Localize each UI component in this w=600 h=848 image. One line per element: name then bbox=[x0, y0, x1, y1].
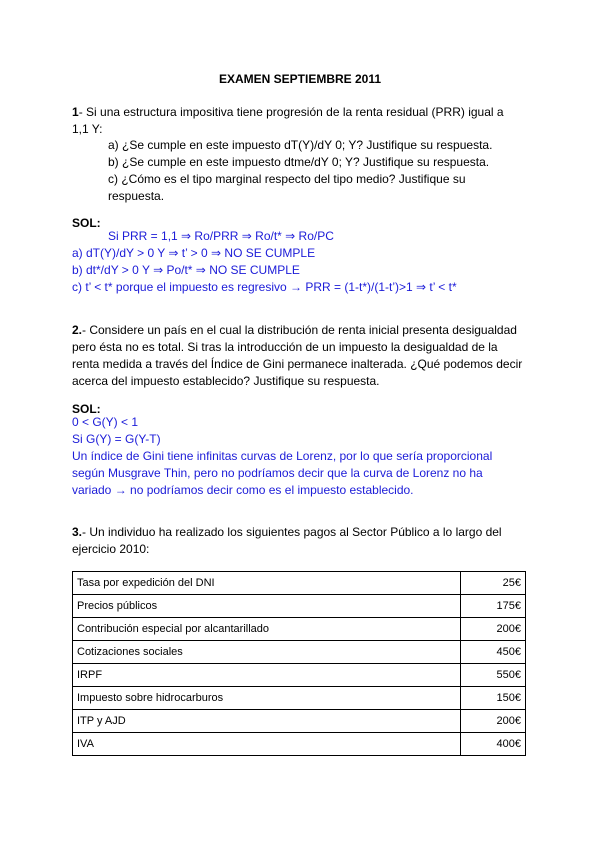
solution-lines bbox=[72, 245, 542, 296]
solution-label: SOL: bbox=[72, 402, 101, 416]
table-row bbox=[73, 618, 526, 641]
solution-line: Si G(Y) = G(Y-T) bbox=[72, 432, 161, 446]
solution-line: c) t’ < t* porque el impuesto es regresivo → PRR = (1-t*)/(1-t’)>1 ⇒ t’ < t* bbox=[72, 280, 457, 294]
amount-cell: 200€ bbox=[461, 710, 526, 733]
amount-cell: 175€ bbox=[461, 595, 526, 618]
question-2-number: 2. bbox=[72, 323, 83, 337]
question-2-text-line: - Considere un país en el cual la distribución de renta inicial presenta desigualdad bbox=[82, 323, 517, 337]
solution-line: según Musgrave Thin, pero no podríamos decir que la curva de Lorenz no ha bbox=[72, 466, 483, 480]
question-1-number: 1 bbox=[72, 105, 79, 119]
table-row bbox=[73, 595, 526, 618]
question-2-text-line: pero ésta no es total. Si tras la introducción de un impuesto la desigualdad de la bbox=[72, 340, 498, 354]
table-row bbox=[73, 572, 526, 595]
concept-cell: Tasa por expedición del DNI bbox=[73, 572, 461, 595]
amount-cell: 150€ bbox=[461, 687, 526, 710]
subitem-c-cont: respuesta. bbox=[108, 189, 165, 203]
table-row bbox=[73, 641, 526, 664]
solution-line: 0 < G(Y) < 1 bbox=[72, 415, 139, 429]
payments-table bbox=[72, 571, 526, 756]
concept-cell: Cotizaciones sociales bbox=[73, 641, 461, 664]
amount-cell: 200€ bbox=[461, 618, 526, 641]
question-3-text-line: - Un individuo ha realizado los siguientes pagos al Sector Público a lo largo del bbox=[82, 525, 502, 539]
question-2-text-line: renta medida a través del Índice de Gini permanece inalterada. ¿Qué podemos decir bbox=[72, 357, 523, 371]
concept-cell: ITP y AJD bbox=[73, 710, 461, 733]
solution-2-lines bbox=[72, 414, 542, 499]
question-3-text-line: ejercicio 2010: bbox=[72, 542, 150, 556]
question-3 bbox=[72, 524, 532, 558]
question-3-number: 3. bbox=[72, 525, 83, 539]
question-2-text-line: acerca del impuesto establecido? Justifique su respuesta. bbox=[72, 374, 380, 388]
concept-cell: IRPF bbox=[73, 664, 461, 687]
table-row bbox=[73, 664, 526, 687]
solution-line: Un índice de Gini tiene infinitas curvas de Lorenz, por lo que sería proporcional bbox=[72, 449, 493, 463]
amount-cell: 400€ bbox=[461, 733, 526, 756]
table-row bbox=[73, 687, 526, 710]
question-1-text-line: - Si una estructura impositiva tiene progresión de la renta residual (PRR) igual a bbox=[78, 105, 504, 119]
amount-cell: 25€ bbox=[461, 572, 526, 595]
table-row bbox=[73, 710, 526, 733]
question-1-subitems bbox=[108, 137, 508, 205]
concept-cell: IVA bbox=[73, 733, 461, 756]
page-title: EXAMEN SEPTIEMBRE 2011 bbox=[218, 72, 382, 86]
subitem-a: a) ¿Se cumple en este impuesto dT(Y)/dY 0; Y? Justifique su respuesta. bbox=[108, 138, 493, 152]
table-row bbox=[73, 733, 526, 756]
amount-cell: 550€ bbox=[461, 664, 526, 687]
question-1 bbox=[72, 104, 532, 138]
question-1-text-line: 1,1 Y: bbox=[72, 122, 103, 136]
subitem-c: c) ¿Cómo es el tipo marginal respecto del tipo medio? Justifique su bbox=[108, 172, 466, 186]
question-2 bbox=[72, 322, 532, 390]
concept-cell: Contribución especial por alcantarillado bbox=[73, 618, 461, 641]
solution-label: SOL: bbox=[72, 216, 101, 230]
solution-line: variado → no podríamos decir como es el impuesto establecido. bbox=[72, 483, 414, 497]
concept-cell: Precios públicos bbox=[73, 595, 461, 618]
amount-cell: 450€ bbox=[461, 641, 526, 664]
subitem-b: b) ¿Se cumple en este impuesto dtme/dY 0; Y? Justifique su respuesta. bbox=[108, 155, 490, 169]
solution-line: Si PRR = 1,1 ⇒ Ro/PRR ⇒ Ro/t* ⇒ Ro/PC bbox=[108, 229, 334, 243]
solution-line: b) dt*/dY > 0 Y ⇒ Po/t* ⇒ NO SE CUMPLE bbox=[72, 263, 300, 277]
solution-line: a) dT(Y)/dY > 0 Y ⇒ t’ > 0 ⇒ NO SE CUMPLE bbox=[72, 246, 316, 260]
concept-cell: Impuesto sobre hidrocarburos bbox=[73, 687, 461, 710]
